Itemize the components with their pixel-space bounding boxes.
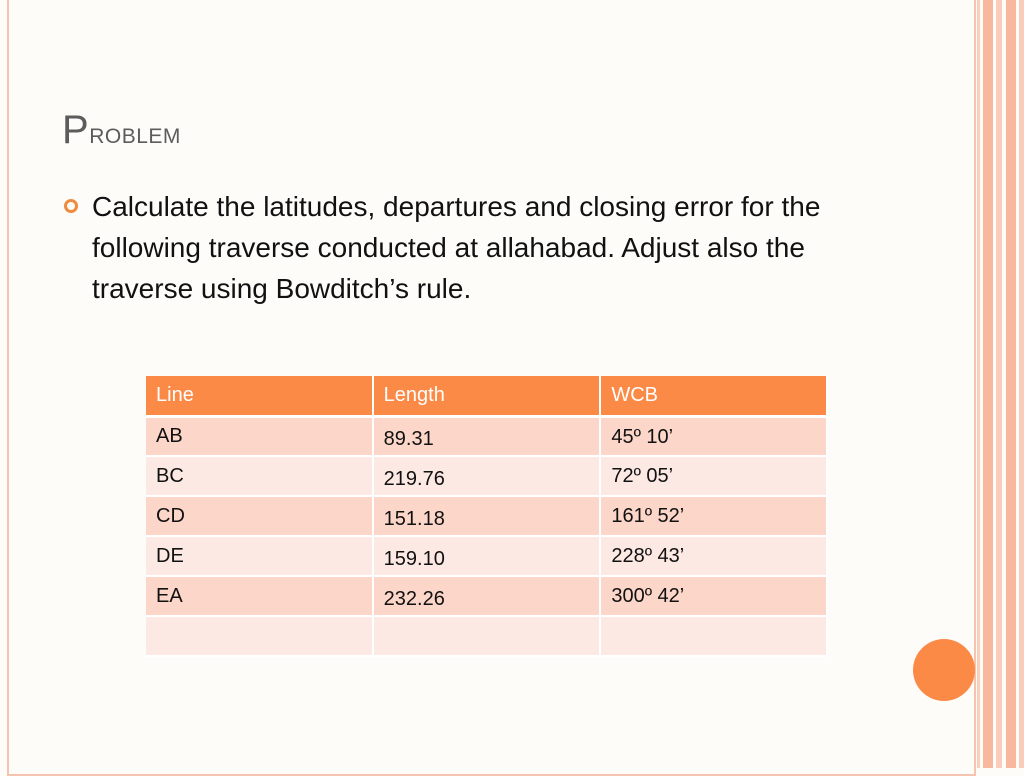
- cell-length: 232.26: [373, 576, 601, 616]
- cell-length: 159.10: [373, 536, 601, 576]
- header-length: Length: [373, 376, 601, 416]
- cell-length: 219.76: [373, 456, 601, 496]
- cell-wcb: 161º 52’: [600, 496, 827, 536]
- table-header-row: [146, 376, 827, 416]
- table-row: [146, 576, 827, 616]
- header-line: Line: [146, 376, 373, 416]
- bullet-text: Calculate the latitudes, departures and closing error for the following traverse conducted at allahabad. Adjust also the traverse using Bowditch’s rule.: [92, 191, 821, 304]
- cell-line: [146, 616, 373, 656]
- decor-circle: [913, 639, 975, 701]
- cell-wcb: 228º 43’: [600, 536, 827, 576]
- cell-wcb: 300º 42’: [600, 576, 827, 616]
- decor-stripe: [983, 0, 993, 768]
- cell-length: 89.31: [373, 416, 601, 456]
- table-row: [146, 616, 827, 656]
- cell-line: BC: [146, 456, 373, 496]
- table-row: [146, 536, 827, 576]
- title-rest: roblem: [89, 117, 181, 150]
- decor-stripe: [1006, 0, 1016, 768]
- decor-stripe: [996, 0, 1002, 768]
- table-row: [146, 416, 827, 456]
- decor-stripe: [977, 0, 980, 768]
- table-row: [146, 456, 827, 496]
- cell-line: CD: [146, 496, 373, 536]
- cell-wcb: 72º 05’: [600, 456, 827, 496]
- table-row: [146, 496, 827, 536]
- title-initial: P: [62, 108, 90, 152]
- cell-length: 151.18: [373, 496, 601, 536]
- cell-line: EA: [146, 576, 373, 616]
- cell-wcb: [600, 616, 827, 656]
- cell-line: AB: [146, 416, 373, 456]
- header-wcb: WCB: [600, 376, 827, 416]
- traverse-table: [146, 376, 828, 657]
- cell-length: [373, 616, 601, 656]
- slide-title: [62, 108, 181, 153]
- cell-wcb: 45º 10’: [600, 416, 827, 456]
- bullet-ring-icon: [64, 199, 78, 213]
- decor-stripe: [1019, 0, 1024, 768]
- cell-line: DE: [146, 536, 373, 576]
